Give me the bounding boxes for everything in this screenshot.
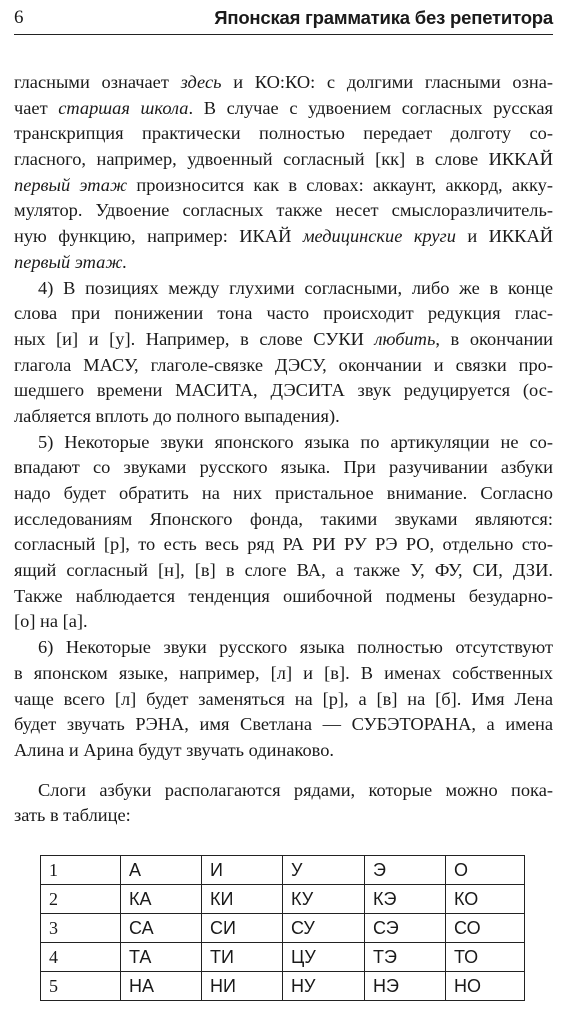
text-line	[14, 301, 553, 327]
syllable-cell: КА	[121, 885, 202, 914]
syllable-cell: У	[283, 856, 365, 885]
text-run: надо будет обратить на них пристальное внимание. Согласно	[14, 483, 553, 503]
text-run: чает	[14, 97, 59, 118]
text-line	[14, 147, 553, 173]
syllable-cell: СА	[121, 914, 202, 943]
syllable-cell: КЭ	[365, 885, 446, 914]
text-run: мулятор. Удвоение согласных также несет смыслоразличитель-	[14, 200, 553, 221]
text-line	[14, 173, 553, 199]
text-line	[14, 738, 553, 764]
syllable-cell: СО	[446, 914, 525, 943]
syllable-cell: КИ	[202, 885, 283, 914]
text-run: и ИККАЙ	[455, 226, 554, 247]
text-run: чаще всего [л] будет заменяться на [р], а [в] на [б]. Имя Лена	[14, 688, 553, 709]
text-run: , в окончании	[435, 328, 554, 349]
syllable-cell: А	[121, 856, 202, 885]
table-row	[41, 943, 525, 972]
text-run: будет звучать РЭНА, имя Светлана — СУБЭТОРАНА, а имена	[14, 714, 553, 735]
syllable-cell: ТА	[121, 943, 202, 972]
table-row	[41, 914, 525, 943]
syllable-cell: НЭ	[365, 972, 446, 1001]
text-line	[14, 558, 553, 584]
text-line	[14, 609, 553, 635]
page-number: 6	[14, 7, 24, 28]
syllable-cell: ТЭ	[365, 943, 446, 972]
text-line	[14, 712, 553, 738]
syllable-cell: ЦУ	[283, 943, 365, 972]
syllable-cell: НО	[446, 972, 525, 1001]
text-run: 4) В позициях между глухими согласными, либо же в конце	[38, 277, 553, 298]
text-run: шедшего времени МАСИТА, ДЭСИТА звук редуцируется (ос-	[14, 380, 553, 401]
row-number-cell: 2	[41, 885, 121, 914]
syllable-cell: НА	[121, 972, 202, 1001]
text-line	[14, 121, 553, 147]
text-line	[14, 635, 553, 661]
text-run: согласный [р], то есть весь ряд РА РИ РУ РЭ РО, отдельно сто-	[14, 534, 553, 555]
text-run: зать в таблице:	[14, 805, 131, 826]
text-run: [о] на [а].	[14, 611, 88, 632]
text-run: исследованиям Японского фонда, такими звуками являются:	[14, 508, 553, 529]
page-header	[14, 6, 553, 32]
text-line	[14, 455, 553, 481]
text-run: произносится как в словах: аккаунт, аккорд, акку-	[127, 174, 553, 195]
text-line	[14, 404, 553, 430]
text-line	[14, 198, 553, 224]
text-run: 5) Некоторые звуки японского языка по артикуляции не со-	[38, 431, 553, 452]
text-run: . В случае с удвоением согласных русская	[188, 97, 553, 118]
text-run: глагола МАСУ, глаголе-связке ДЭСУ, окончании и связки про-	[14, 354, 553, 375]
text-run: Также наблюдается тенденция ошибочной подмены безударно-	[14, 585, 553, 606]
syllable-table-wrap	[40, 855, 525, 1001]
syllable-cell: СИ	[202, 914, 283, 943]
text-run: слова при понижении тона часто происходит редукция глас-	[14, 303, 553, 324]
text-run: ных [и] и [у]. Например, в слове СУКИ	[14, 328, 375, 349]
syllable-cell: СЭ	[365, 914, 446, 943]
text-run: 6) Некоторые звуки русского языка полностью отсутствуют	[38, 637, 553, 658]
text-line	[14, 378, 553, 404]
syllable-cell: НУ	[283, 972, 365, 1001]
syllable-cell: О	[446, 856, 525, 885]
text-line	[14, 661, 553, 687]
paragraph-gap	[14, 764, 553, 778]
italic-phrase: медицинские круги	[302, 226, 456, 247]
text-line	[14, 507, 553, 533]
text-run: Алина и Арина будут звучать одинаково.	[14, 739, 335, 760]
italic-phrase: здесь	[180, 72, 222, 92]
row-number-cell: 3	[41, 914, 121, 943]
text-run: транскрипция практически полностью передает долготу со-	[14, 123, 553, 144]
text-line	[14, 276, 553, 302]
text-line	[14, 250, 553, 276]
text-run: ящий согласный [н], [в] в слоге ВА, а также У, ФУ, СИ, ДЗИ.	[14, 560, 553, 581]
syllable-cell: И	[202, 856, 283, 885]
text-run: Слоги азбуки располагаются рядами, которые можно пока-	[38, 779, 553, 800]
text-run: гласными означает	[14, 72, 181, 92]
text-run: гласного, например, удвоенный согласный [кк] в слове ИККАЙ	[14, 149, 553, 170]
header-rule	[14, 34, 553, 35]
syllable-cell: КО	[446, 885, 525, 914]
running-title: Японская грамматика без репетитора	[214, 7, 553, 28]
syllable-cell: ТИ	[202, 943, 283, 972]
text-line	[14, 778, 553, 804]
text-line	[14, 430, 553, 456]
text-run: лабляется вплоть до полного выпадения).	[14, 405, 340, 426]
text-line	[14, 687, 553, 713]
text-run: ную функцию, например: ИКАЙ	[14, 226, 303, 247]
syllable-cell: КУ	[283, 885, 365, 914]
body-text	[14, 70, 553, 829]
text-line	[14, 327, 553, 353]
text-run: и КО:КО: с долгими гласными озна-	[221, 72, 554, 92]
italic-phrase: любить	[374, 328, 436, 349]
text-line	[14, 584, 553, 610]
table-row	[41, 856, 525, 885]
table-row	[41, 885, 525, 914]
text-line	[14, 353, 553, 379]
syllable-cell: НИ	[202, 972, 283, 1001]
row-number-cell: 1	[41, 856, 121, 885]
text-line	[14, 224, 553, 250]
italic-phrase: первый этаж.	[14, 251, 128, 272]
text-line	[14, 532, 553, 558]
text-run: в японском языке, например, [л] и [в]. В именах собственных	[14, 662, 553, 683]
text-line	[14, 70, 553, 96]
text-line	[14, 803, 553, 829]
table-row	[41, 972, 525, 1001]
text-line	[14, 481, 553, 507]
syllable-cell: СУ	[283, 914, 365, 943]
row-number-cell: 5	[41, 972, 121, 1001]
row-number-cell: 4	[41, 943, 121, 972]
text-run: впадают со звуками русского языка. При разучивании азбуки	[14, 457, 553, 478]
syllable-cell: Э	[365, 856, 446, 885]
italic-phrase: первый этаж	[14, 174, 128, 195]
syllable-cell: ТО	[446, 943, 525, 972]
italic-phrase: старшая школа	[58, 97, 189, 118]
text-line	[14, 96, 553, 122]
syllable-table	[40, 855, 525, 1001]
